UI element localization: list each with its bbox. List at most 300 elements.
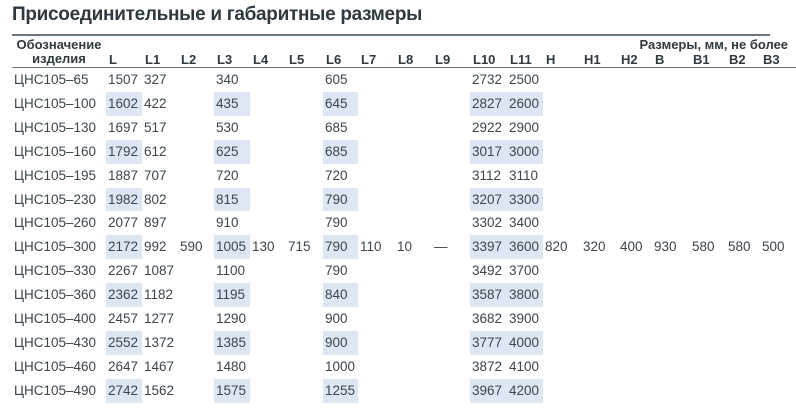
cell-l6: 900: [325, 311, 348, 327]
cell-h1: [581, 188, 618, 212]
cell-l3: 720: [216, 167, 239, 183]
cell-l4: [250, 92, 286, 116]
cell-l3: 1100: [216, 263, 246, 279]
cell-b2: [726, 68, 760, 92]
cell-h2: [618, 211, 652, 235]
cell-b1: [690, 355, 726, 379]
cell-l8: [395, 355, 432, 379]
cell-h2: [618, 116, 652, 140]
cell-l7: [358, 379, 395, 403]
cell-b3: [760, 307, 796, 331]
cell-h2: [618, 68, 652, 92]
cell-l10: 3112: [472, 167, 502, 183]
dimensions-table: [12, 37, 796, 403]
cell-l11: 3700: [509, 263, 540, 279]
cell-b: [652, 259, 690, 283]
cell-l: 2742: [106, 379, 142, 403]
cell-l11: 2900: [509, 119, 540, 135]
cell-l4: [250, 283, 286, 307]
col-header-l3: L3: [214, 52, 250, 68]
cell-l4: [250, 211, 286, 235]
table-row: [12, 211, 796, 235]
cell-b2: [726, 355, 760, 379]
cell-b3: 500: [762, 239, 785, 255]
cell-h: [543, 188, 581, 212]
col-header-l: L: [106, 52, 142, 68]
cell-l11: 2600: [507, 92, 543, 116]
cell-l: 1887: [108, 167, 139, 183]
cell-b1: [690, 211, 726, 235]
cell-l3: 340: [216, 72, 239, 87]
row-designation: ЦНС105–460: [14, 358, 97, 374]
cell-l6: 790: [323, 235, 358, 259]
cell-b3: [760, 379, 796, 403]
col-header-l8: L8: [395, 52, 432, 68]
cell-l11: 4000: [507, 331, 543, 355]
cell-l2: [178, 211, 214, 235]
cell-h2: [618, 259, 652, 283]
cell-l10: 2827: [470, 92, 507, 116]
cell-h1: [581, 307, 618, 331]
cell-l9: [432, 355, 470, 379]
cell-b: [652, 211, 690, 235]
row-designation: ЦНС105–430: [14, 334, 97, 350]
cell-l6: 790: [323, 188, 358, 212]
designation-header-line2: изделия: [32, 51, 86, 66]
cell-l8: 10: [397, 239, 413, 255]
cell-l11: 3400: [509, 215, 540, 231]
cell-l4: [250, 68, 286, 92]
cell-l11: 4200: [507, 379, 543, 403]
table-row: [12, 259, 796, 283]
row-designation: ЦНС105–100: [14, 95, 97, 111]
cell-l7: [358, 283, 395, 307]
cell-b1: [690, 283, 726, 307]
cell-l1: 612: [144, 143, 167, 159]
col-header-l7: L7: [358, 52, 395, 68]
cell-b: [652, 116, 690, 140]
col-header-l4: L4: [250, 52, 286, 68]
table-row: [12, 92, 796, 116]
cell-b1: [690, 307, 726, 331]
table-body: [12, 68, 796, 403]
cell-h: [543, 307, 581, 331]
cell-b2: [726, 140, 760, 164]
cell-h1: [581, 68, 618, 92]
cell-h: [543, 211, 581, 235]
cell-h1: 320: [583, 239, 606, 255]
row-designation: ЦНС105–300: [14, 239, 97, 255]
cell-l8: [395, 116, 432, 140]
col-header-l9: L9: [432, 52, 470, 68]
cell-h: 820: [545, 239, 568, 255]
cell-l4: [250, 259, 286, 283]
cell-l10: 3492: [472, 263, 503, 279]
cell-b1: [690, 379, 726, 403]
cell-h1: [581, 116, 618, 140]
cell-l7: [358, 140, 395, 164]
cell-h2: [618, 188, 652, 212]
cell-h2: [618, 331, 652, 355]
cell-l10: 3397: [470, 235, 507, 259]
row-designation: ЦНС105–330: [14, 263, 97, 279]
cell-b1: 580: [692, 239, 715, 255]
cell-l10: 2922: [472, 119, 503, 135]
cell-l11: 3300: [507, 188, 543, 212]
cell-l9: [432, 307, 470, 331]
col-header-h: H: [543, 52, 581, 68]
cell-b2: [726, 116, 760, 140]
cell-l: 2647: [108, 358, 139, 374]
cell-l8: [395, 331, 432, 355]
cell-h1: [581, 379, 618, 403]
cell-h1: [581, 140, 618, 164]
cell-l11: 3600: [507, 235, 543, 259]
cell-l8: [395, 379, 432, 403]
col-header-l2: L2: [178, 52, 214, 68]
cell-l3: 1575: [214, 379, 250, 403]
col-header-b3: B3: [760, 52, 796, 68]
cell-b2: [726, 92, 760, 116]
designation-header-line1: Обозначение: [16, 37, 102, 52]
cell-b1: [690, 140, 726, 164]
cell-l10: 2732: [472, 72, 503, 87]
col-header-l1: L1: [142, 52, 178, 68]
cell-l2: [178, 259, 214, 283]
cell-l2: [178, 379, 214, 403]
cell-l3: 435: [214, 92, 250, 116]
cell-l3: 1005: [214, 235, 250, 259]
cell-l11: 2500: [509, 72, 540, 87]
cell-b1: [690, 116, 726, 140]
cell-l6: 790: [325, 215, 348, 231]
cell-l1: 1372: [144, 334, 175, 350]
cell-l: 2552: [106, 331, 142, 355]
cell-b1: [690, 188, 726, 212]
cell-h1: [581, 283, 618, 307]
cell-b1: [690, 164, 726, 188]
table-row: [12, 116, 796, 140]
cell-l6: 840: [323, 283, 358, 307]
cell-l1: 802: [144, 191, 167, 207]
table-row: [12, 68, 796, 92]
cell-l5: [286, 283, 323, 307]
cell-l8: [395, 68, 432, 92]
cell-l8: [395, 307, 432, 331]
cell-h1: [581, 259, 618, 283]
cell-l3: 815: [214, 188, 250, 212]
cell-l5: [286, 259, 323, 283]
col-header-b2: B2: [726, 52, 760, 68]
cell-l9: [432, 331, 470, 355]
cell-h: [543, 164, 581, 188]
cell-b3: [760, 68, 796, 92]
cell-l3: 1385: [214, 331, 250, 355]
table-row: [12, 188, 796, 212]
cell-l1: 517: [144, 119, 167, 135]
cell-l8: [395, 283, 432, 307]
cell-l3: 530: [216, 119, 239, 135]
cell-h1: [581, 211, 618, 235]
cell-l9: [432, 188, 470, 212]
cell-l11: 4100: [509, 358, 540, 374]
cell-l: 2457: [108, 311, 139, 327]
cell-l4: [250, 379, 286, 403]
cell-l9: [432, 259, 470, 283]
cell-l1: 707: [144, 167, 167, 183]
cell-b: [652, 164, 690, 188]
cell-l4: [250, 164, 286, 188]
row-designation: ЦНС105–360: [14, 287, 97, 303]
cell-l10: 3017: [470, 140, 507, 164]
cell-l1: 1562: [144, 382, 175, 398]
cell-h2: [618, 379, 652, 403]
col-header-h1: H1: [581, 52, 618, 68]
cell-l: 2267: [108, 263, 139, 279]
cell-l5: [286, 140, 323, 164]
page-title: Присоединительные и габаритные размеры: [12, 4, 423, 25]
cell-l7: [358, 355, 395, 379]
cell-h2: [618, 283, 652, 307]
cell-l: 1697: [108, 119, 139, 135]
col-header-l6: L6: [323, 52, 358, 68]
cell-l11: 3900: [509, 311, 540, 327]
cell-h1: [581, 164, 618, 188]
cell-b3: [760, 92, 796, 116]
cell-l7: 110: [360, 239, 382, 255]
cell-l5: 715: [288, 239, 311, 255]
table-row: [12, 331, 796, 355]
cell-l4: [250, 355, 286, 379]
cell-b1: [690, 92, 726, 116]
col-header-h2: H2: [618, 52, 652, 68]
cell-b: [652, 283, 690, 307]
cell-b: [652, 307, 690, 331]
cell-b2: [726, 331, 760, 355]
cell-l10: 3872: [472, 358, 503, 374]
cell-l: 1602: [106, 92, 142, 116]
cell-l1: 992: [144, 239, 167, 255]
cell-b: [652, 355, 690, 379]
cell-l5: [286, 164, 323, 188]
cell-l6: 685: [325, 119, 348, 135]
cell-h: [543, 68, 581, 92]
cell-l6: 1255: [323, 379, 358, 403]
cell-l3: 1195: [214, 283, 250, 307]
col-header-b: B: [652, 52, 690, 68]
cell-l4: [250, 188, 286, 212]
table-row: [12, 140, 796, 164]
col-header-l11: L11: [507, 52, 543, 68]
cell-b: [652, 140, 690, 164]
cell-l5: [286, 188, 323, 212]
cell-l4: [250, 307, 286, 331]
cell-l: 1507: [108, 72, 139, 87]
table-row: [12, 355, 796, 379]
col-header-l10: L10: [470, 52, 507, 68]
cell-l3: 625: [214, 140, 250, 164]
col-header-l5: L5: [286, 52, 323, 68]
cell-l1: 1087: [144, 263, 175, 279]
row-designation: ЦНС105–400: [14, 311, 97, 327]
designation-header: [12, 37, 106, 68]
cell-l2: [178, 92, 214, 116]
cell-l5: [286, 116, 323, 140]
cell-h2: [618, 92, 652, 116]
cell-h: [543, 259, 581, 283]
cell-l1: 1277: [144, 311, 175, 327]
cell-l6: 900: [323, 331, 358, 355]
cell-h2: [618, 355, 652, 379]
cell-l5: [286, 211, 323, 235]
row-designation: ЦНС105–490: [14, 382, 97, 398]
cell-l9: [432, 140, 470, 164]
cell-l2: [178, 307, 214, 331]
cell-l7: [358, 259, 395, 283]
cell-l4: 130: [252, 239, 275, 255]
cell-b: [652, 331, 690, 355]
cell-b2: [726, 379, 760, 403]
cell-l5: [286, 331, 323, 355]
cell-h1: [581, 92, 618, 116]
cell-l10: 3587: [470, 283, 507, 307]
cell-l9: [432, 379, 470, 403]
cell-l1: 327: [144, 72, 167, 87]
cell-l11: 3800: [507, 283, 543, 307]
cell-l11: 3000: [507, 140, 543, 164]
cell-l4: [250, 140, 286, 164]
col-header-b1: B1: [690, 52, 726, 68]
cell-l1: 1467: [144, 358, 175, 374]
cell-h: [543, 140, 581, 164]
cell-l8: [395, 164, 432, 188]
row-designation: ЦНС105–195: [14, 167, 97, 183]
cell-l6: 605: [325, 72, 348, 87]
cell-l5: [286, 355, 323, 379]
cell-l2: [178, 140, 214, 164]
cell-l7: [358, 92, 395, 116]
cell-l8: [395, 140, 432, 164]
cell-l9: [432, 283, 470, 307]
cell-l9: [432, 211, 470, 235]
cell-b2: [726, 283, 760, 307]
cell-l7: [358, 331, 395, 355]
cell-l9: [432, 116, 470, 140]
cell-l: 2077: [108, 215, 139, 231]
cell-l4: [250, 331, 286, 355]
cell-l2: [178, 355, 214, 379]
cell-l3: 910: [216, 215, 239, 231]
cell-l8: [395, 188, 432, 212]
cell-l3: 1480: [216, 358, 247, 374]
table-row: [12, 307, 796, 331]
cell-l2: [178, 68, 214, 92]
cell-l7: [358, 68, 395, 92]
cell-l1: 422: [144, 95, 167, 111]
cell-h1: [581, 331, 618, 355]
cell-l9: [432, 68, 470, 92]
cell-l: 2172: [106, 235, 142, 259]
cell-h2: [618, 307, 652, 331]
cell-l: 1982: [106, 188, 142, 212]
cell-l7: [358, 188, 395, 212]
cell-l10: 3682: [472, 311, 503, 327]
cell-b3: [760, 164, 796, 188]
cell-l2: [178, 116, 214, 140]
cell-b2: [726, 188, 760, 212]
cell-l10: 3302: [472, 215, 503, 231]
cell-b: [652, 92, 690, 116]
cell-h: [543, 116, 581, 140]
cell-l1: 1182: [144, 287, 174, 303]
cell-l2: 590: [180, 239, 203, 255]
cell-l5: [286, 307, 323, 331]
cell-h: [543, 331, 581, 355]
cell-l: 2362: [106, 283, 142, 307]
cell-b3: [760, 355, 796, 379]
cell-l3: 1290: [216, 311, 247, 327]
cell-l8: [395, 92, 432, 116]
cell-l9: —: [434, 239, 448, 255]
cell-l7: [358, 164, 395, 188]
cell-l5: [286, 68, 323, 92]
cell-l2: [178, 331, 214, 355]
row-designation: ЦНС105–260: [14, 215, 97, 231]
cell-b1: [690, 68, 726, 92]
cell-l2: [178, 188, 214, 212]
dimensions-span-header: Размеры, мм, не более: [639, 36, 789, 52]
cell-l5: [286, 92, 323, 116]
cell-l6: 720: [325, 167, 348, 183]
cell-l1: 897: [144, 215, 167, 231]
cell-b: 930: [654, 239, 677, 255]
cell-l2: [178, 164, 214, 188]
cell-l4: [250, 116, 286, 140]
cell-h: [543, 92, 581, 116]
cell-l7: [358, 307, 395, 331]
header-top-rule: [12, 34, 770, 36]
cell-b3: [760, 211, 796, 235]
cell-b3: [760, 331, 796, 355]
cell-l7: [358, 116, 395, 140]
cell-h1: [581, 355, 618, 379]
cell-l5: [286, 379, 323, 403]
cell-h: [543, 355, 581, 379]
cell-h2: [618, 140, 652, 164]
cell-b3: [760, 140, 796, 164]
cell-b: [652, 188, 690, 212]
cell-l6: 1000: [325, 358, 356, 374]
cell-b1: [690, 331, 726, 355]
cell-l9: [432, 164, 470, 188]
cell-b3: [760, 283, 796, 307]
row-designation: ЦНС105–65: [14, 72, 89, 87]
row-designation: ЦНС105–160: [14, 143, 97, 159]
cell-b2: [726, 211, 760, 235]
cell-b: [652, 379, 690, 403]
cell-l9: [432, 92, 470, 116]
cell-l: 1792: [106, 140, 142, 164]
cell-b2: [726, 259, 760, 283]
cell-h2: 400: [620, 239, 643, 255]
row-designation: ЦНС105–230: [14, 191, 97, 207]
cell-b2: [726, 164, 760, 188]
cell-l10: 3207: [470, 188, 507, 212]
cell-h: [543, 283, 581, 307]
table-row: [12, 164, 796, 188]
row-designation: ЦНС105–130: [14, 119, 97, 135]
cell-b1: [690, 259, 726, 283]
